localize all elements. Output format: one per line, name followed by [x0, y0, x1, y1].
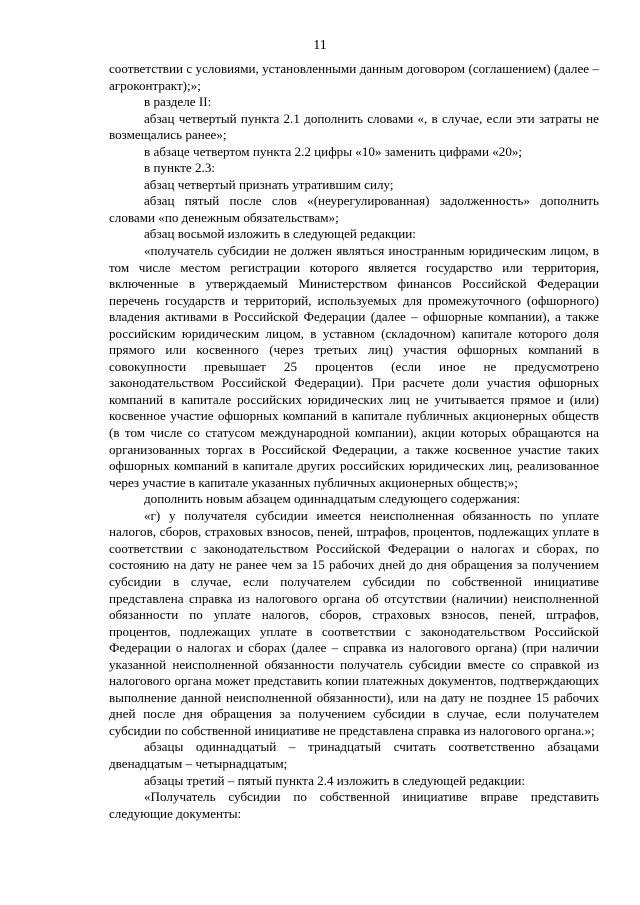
paragraph: абзац восьмой изложить в следующей редакции: [144, 226, 416, 242]
paragraph: «получатель субсидии не должен являться иностранным юридическим лицом, в том числе местом регистрации которого является государство или территория, включенные в утверждаемый Министерством финансов Российской Федерации перечень государств и территорий, используемых для промежуточного (офшорного) владения активами в Российской Федерации (далее – офшорные компании), а также российским юридическим лицом, в уставном (складочном) капитале которого доля прямого или косвенного (через третьих лиц) участия офшорных компаний в совокупности превышает 25 процентов (если иное не предусмотрено законодательством Российской Федерации). При расчете доли участия офшорных компаний в капитале российских юридических лиц не учитывается прямое и (или) косвенное участие офшорных компаний в капитале публичных акционерных обществ (в том числе со статусом международной компании), акции которых обращаются на организованных торгах в Российской Федерации, а также косвенное участие таких офшорных компаний в капитале других российских юридических лиц, реализованное через участие в капитале указанных публичных акционерных обществ;»; [109, 243, 599, 490]
document-body [109, 61, 599, 822]
paragraph: «г) у получателя субсидии имеется неисполненная обязанность по уплате налогов, сборов, страховых взносов, пеней, штрафов, процентов, подлежащих уплате в соответствии с законодательством Российской Федерации о налогах и сборах, по состоянию на дату не ранее чем за 15 рабочих дней до дня обращения за получением субсидии в случае, если получателем субсидии по собственной инициативе представлена справка из налогового органа об отсутствии (наличии) неисполненной обязанности по уплате налогов, сборов, страховых взносов, пеней, штрафов, процентов, подлежащих уплате в соответствии с законодательством Российской Федерации о налогах и сборах (далее – справка из налогового органа) (при наличии указанной неисполненной обязанности получатель субсидии вместе со справкой из налогового органа может представить копии платежных документов, подтверждающих выполнение данной неисполненной обязанности), или на дату не позднее 15 рабочих дней после дня обращения за получением субсидии в случае, если получателем субсидии по собственной инициативе не представлена справка из налогового органа.»; [109, 507, 599, 738]
paragraph: дополнить новым абзацем одиннадцатым следующего содержания: [144, 491, 521, 507]
paragraph: абзацы третий – пятый пункта 2.4 изложить в следующей редакции: [144, 772, 526, 788]
paragraph: «Получатель субсидии по собственной инициативе вправе представить следующие документы: [109, 789, 599, 821]
paragraph: в разделе II: [144, 94, 212, 110]
paragraph: абзацы одиннадцатый – тринадцатый считать соответственно абзацами двенадцатым – четырнадцатым; [109, 739, 599, 771]
page-number: 11 [313, 38, 327, 53]
paragraph: в абзаце четвертом пункта 2.2 цифры «10» заменить цифрами «20»; [144, 143, 523, 159]
paragraph: абзац четвертый пункта 2.1 дополнить словами «, в случае, если эти затраты не возмещались ранее»; [109, 110, 599, 143]
paragraph: абзац пятый после слов «(неурегулированная) задолженность» дополнить словами «по денежным обязательствам»; [109, 193, 599, 225]
paragraph: в пункте 2.3: [144, 160, 216, 176]
paragraph: абзац четвертый признать утратившим силу; [144, 176, 394, 192]
paragraph: соответствии с условиями, установленными данным договором (соглашением) (далее – агроконтракт);»; [109, 61, 599, 93]
